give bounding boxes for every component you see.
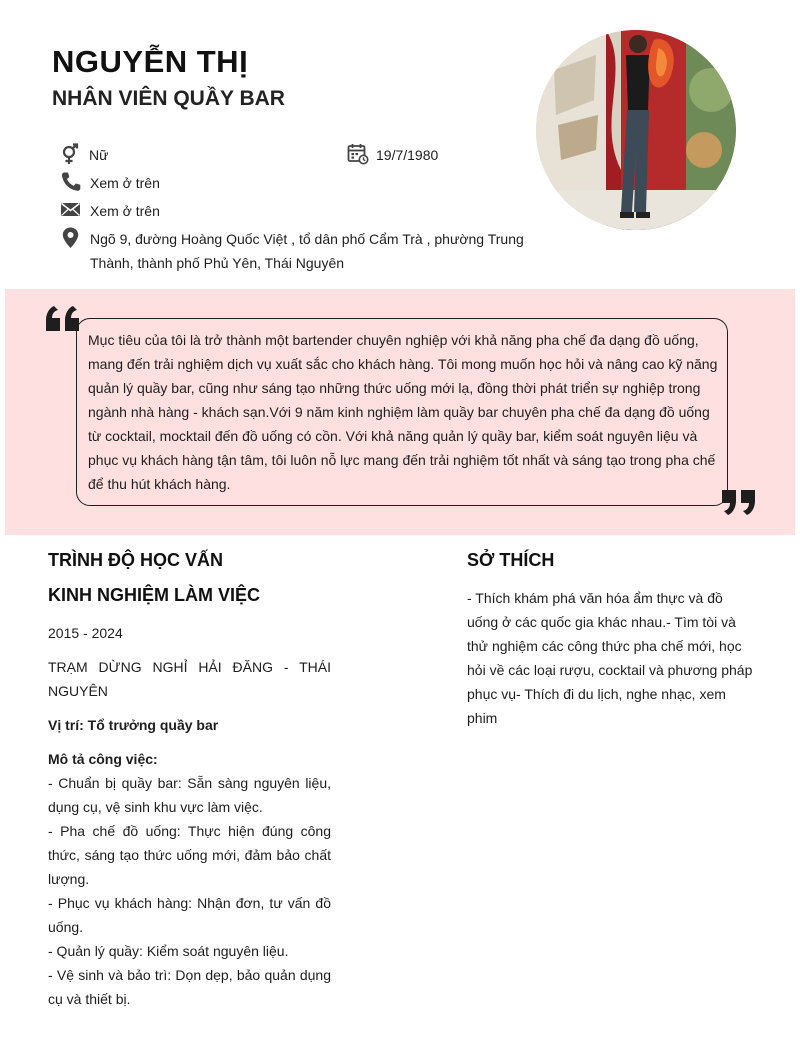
address-line-2: Thành, thành phố Phủ Yên, Thái Nguyên bbox=[90, 255, 345, 271]
candidate-job-title: NHÂN VIÊN QUẦY BAR bbox=[52, 87, 285, 110]
education-title: TRÌNH ĐỘ HỌC VẤN bbox=[48, 550, 223, 570]
profile-photo bbox=[536, 30, 736, 230]
gender-icon bbox=[59, 143, 81, 165]
hobbies-text: - Thích khám phá văn hóa ẩm thực và đồ uống ở các quốc gia khác nhau.- Tìm tòi và thử nghiệm các công thức pha chế mới, học hỏi về các loại rượu, cocktail và phương pháp phục vụ- Thích đi du lịch, nghe nhạc, xem phim bbox=[467, 590, 753, 726]
objective-text: Mục tiêu của tôi là trở thành một bartender chuyên nghiệp với khả năng pha chế đa dạng đồ uống, mang đến trải nghiệm dịch vụ xuất sắc cho khách hàng. Tôi mong muốn học hỏi và nâng cao kỹ năng quản lý quầy bar, cũng như sáng tạo những thức uống mới lạ, đồng thời phát triển sự nghiệp trong ngành nhà hàng - khách sạn.Với 9 năm kinh nghiệm làm quầy bar chuyên pha chế đa dạng đồ uống từ cocktail, mocktail đến đồ uống có cồn. Với khả năng quản lý quầy bar, kiểm soát nguyên liệu và phục vụ khách hàng tận tâm, tôi luôn nỗ lực mang đến trải nghiệm tốt nhất và sáng tạo trong pha chế để thu hút khách hàng. bbox=[88, 332, 718, 492]
candidate-name: NGUYỄN THỊ bbox=[52, 44, 249, 79]
duty-item: - Quản lý quầy: Kiểm soát nguyên liệu. bbox=[48, 943, 289, 959]
duty-item: - Pha chế đồ uống: Thực hiện đúng công thức, sáng tạo thức uống mới, đảm bảo chất lượng. bbox=[48, 823, 331, 887]
experience-position: Vị trí: Tổ trưởng quầy bar bbox=[48, 717, 219, 733]
phone-icon bbox=[60, 171, 82, 193]
address-line-1: Ngõ 9, đường Hoàng Quốc Việt , tổ dân phố Cẩm Trà , phường Trung bbox=[90, 231, 524, 247]
close-quote-icon bbox=[722, 487, 758, 517]
experience-company: TRẠM DỪNG NGHỈ HẢI ĐĂNG - THÁI NGUYÊN bbox=[48, 659, 331, 699]
duty-item: - Chuẩn bị quầy bar: Sẵn sàng nguyên liệu, dụng cụ, vệ sinh khu vực làm việc. bbox=[48, 775, 331, 815]
experience-period: 2015 - 2024 bbox=[48, 625, 123, 641]
gender-value: Nữ bbox=[89, 147, 109, 163]
calendar-icon bbox=[347, 143, 369, 165]
job-description bbox=[48, 747, 331, 1011]
email-value: Xem ở trên bbox=[90, 203, 160, 219]
envelope-icon bbox=[60, 199, 82, 221]
duty-item: - Phục vụ khách hàng: Nhận đơn, tư vấn đồ uống. bbox=[48, 895, 331, 935]
hobbies-title: SỞ THÍCH bbox=[467, 550, 555, 570]
open-quote-icon bbox=[46, 304, 82, 334]
location-pin-icon bbox=[61, 227, 83, 249]
job-description-label: Mô tả công việc: bbox=[48, 751, 158, 767]
phone-value: Xem ở trên bbox=[90, 175, 160, 191]
experience-title: KINH NGHIỆM LÀM VIỆC bbox=[48, 585, 261, 605]
birthdate-value: 19/7/1980 bbox=[376, 147, 439, 163]
cv-header bbox=[0, 0, 800, 290]
duty-item: - Vệ sinh và bảo trì: Dọn dẹp, bảo quản dụng cụ và thiết bị. bbox=[48, 967, 331, 1007]
